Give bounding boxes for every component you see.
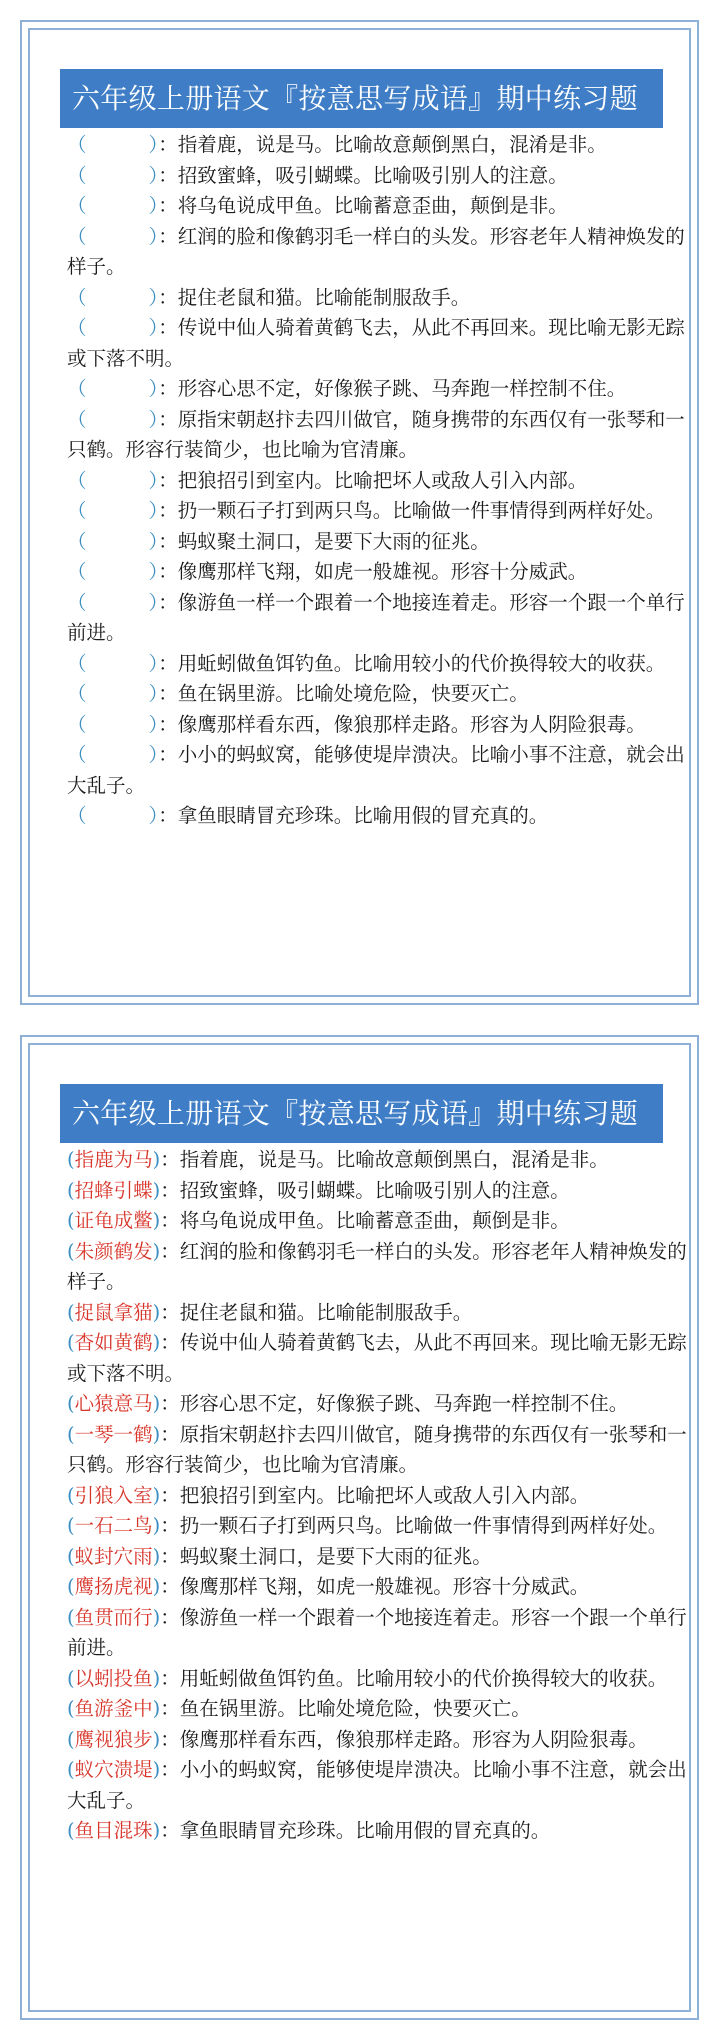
idiom-answer: 心猿意马 [74, 1392, 153, 1415]
blank-bracket: （ ） [67, 407, 159, 431]
blank-bracket: （ ） [67, 499, 159, 522]
definition-text: ：红润的脸和像鹤羽毛一样白的头发。形容老年人精神焕发的样子。 [67, 224, 685, 278]
blank-bracket: （ ） [67, 285, 159, 309]
answer-item [67, 1176, 687, 1207]
blank-bracket: （ ） [67, 224, 159, 248]
open-bracket: ( [67, 1727, 75, 1751]
open-bracket: ( [67, 1758, 75, 1781]
close-bracket: ) [152, 1819, 161, 1842]
answer-item [67, 1328, 687, 1389]
answer-item [67, 1481, 687, 1512]
answer-item [67, 1389, 687, 1420]
idiom-answer: 蚁穴溃堤 [74, 1758, 153, 1781]
open-bracket: ( [67, 1575, 75, 1598]
idiom-answer: 鱼目混珠 [74, 1819, 153, 1842]
close-bracket: ) [152, 1727, 161, 1751]
answer-item [67, 1542, 687, 1573]
idiom-answer: 鱼游釜中 [74, 1697, 153, 1720]
definition-text: ：像游鱼一样一个跟着一个地接连着走。形容一个跟一个单行前进。 [67, 1605, 687, 1659]
definition-text: ：扔一颗石子打到两只鸟。比喻做一件事情得到两样好处。 [158, 499, 666, 522]
close-bracket: ) [152, 1544, 161, 1568]
definition-text: ：招致蜜蜂，吸引蝴蝶。比喻吸引别人的注意。 [158, 163, 568, 187]
exercise-item [67, 679, 687, 710]
idiom-answer: 招蜂引蝶 [74, 1178, 153, 1202]
definition-text: ：红润的脸和像鹤羽毛一样白的头发。形容老年人精神焕发的样子。 [67, 1239, 687, 1293]
idiom-answer: 一石二鸟 [74, 1514, 153, 1537]
exercise-card [20, 20, 699, 1005]
answer-list [67, 1145, 687, 1847]
definition-text: ：像鹰那样飞翔，如虎一般雄视。形容十分威武。 [160, 1575, 590, 1598]
answer-item [67, 1206, 687, 1237]
open-bracket: ( [67, 1697, 75, 1720]
answer-page-title: 六年级上册语文『按意思写成语』期中练习题 [60, 1084, 663, 1143]
answer-item [67, 1420, 687, 1481]
close-bracket: ) [152, 1575, 161, 1598]
definition-text: ：把狼招引到室内。比喻把坏人或敌人引入内部。 [160, 1483, 590, 1507]
close-bracket: ) [152, 1239, 161, 1263]
definition-text: ：鱼在锅里游。比喻处境危险，快要灭亡。 [158, 682, 529, 705]
definition-text: ：用蚯蚓做鱼饵钓鱼。比喻用较小的代价换得较大的收获。 [160, 1666, 668, 1690]
idiom-answer: 指鹿为马 [74, 1148, 153, 1171]
blank-bracket: （ ） [67, 377, 159, 400]
answer-item [67, 1298, 687, 1329]
close-bracket: ) [152, 1422, 161, 1446]
blank-bracket: （ ） [67, 590, 159, 614]
idiom-answer: 以蚓投鱼 [74, 1666, 153, 1690]
open-bracket: ( [67, 1239, 75, 1263]
close-bracket: ) [152, 1209, 161, 1232]
definition-text: ：捉住老鼠和猫。比喻能制服敌手。 [160, 1300, 473, 1324]
answer-item [67, 1725, 687, 1756]
open-bracket: ( [67, 1209, 75, 1232]
open-bracket: ( [67, 1392, 75, 1415]
definition-text: ：捉住老鼠和猫。比喻能制服敌手。 [158, 285, 471, 309]
close-bracket: ) [152, 1483, 161, 1507]
close-bracket: ) [152, 1178, 161, 1202]
open-bracket: ( [67, 1666, 75, 1690]
definition-text: ：形容心思不定，好像猴子跳、马奔跑一样控制不住。 [160, 1392, 629, 1415]
blank-bracket: （ ） [67, 133, 159, 156]
idiom-answer: 引狼入室 [74, 1483, 153, 1507]
definition-text: ：蚂蚁聚土洞口，是要下大雨的征兆。 [160, 1544, 492, 1568]
exercise-item [67, 740, 687, 801]
close-bracket: ) [152, 1758, 161, 1781]
definition-text: ：像游鱼一样一个跟着一个地接连着走。形容一个跟一个单行前进。 [67, 590, 685, 644]
blank-bracket: （ ） [67, 651, 159, 675]
page-title: 六年级上册语文『按意思写成语』期中练习题 [60, 69, 663, 128]
answer-item [67, 1664, 687, 1695]
blank-bracket: （ ） [67, 529, 159, 553]
answer-card [20, 1035, 699, 2020]
exercise-item [67, 496, 687, 527]
definition-text: ：形容心思不定，好像猴子跳、马奔跑一样控制不住。 [158, 377, 627, 400]
definition-text: ：将乌龟说成甲鱼。比喻蓄意歪曲，颠倒是非。 [158, 194, 568, 217]
exercise-item [67, 710, 687, 741]
blank-bracket: （ ） [67, 804, 159, 827]
open-bracket: ( [67, 1178, 75, 1202]
exercise-item [67, 801, 687, 832]
definition-text: ：指着鹿，说是马。比喻故意颠倒黑白，混淆是非。 [158, 133, 607, 156]
close-bracket: ) [152, 1514, 161, 1537]
exercise-item [67, 161, 687, 192]
definition-text: ：像鹰那样飞翔，如虎一般雄视。形容十分威武。 [158, 560, 588, 583]
close-bracket: ) [152, 1697, 161, 1720]
definition-text: ：将乌龟说成甲鱼。比喻蓄意歪曲，颠倒是非。 [160, 1209, 570, 1232]
exercise-item [67, 191, 687, 222]
blank-bracket: （ ） [67, 316, 159, 339]
open-bracket: ( [67, 1483, 75, 1507]
answer-item [67, 1145, 687, 1176]
open-bracket: ( [67, 1331, 75, 1354]
open-bracket: ( [67, 1605, 75, 1629]
idiom-answer: 鹰视狼步 [74, 1727, 153, 1751]
definition-text: ：原指宋朝赵抃去四川做官，随身携带的东西仅有一张琴和一只鹤。形容行装简少，也比喻为官清廉。 [67, 407, 685, 461]
definition-text: ：鱼在锅里游。比喻处境危险，快要灭亡。 [160, 1697, 531, 1720]
open-bracket: ( [67, 1422, 75, 1446]
open-bracket: ( [67, 1819, 75, 1842]
exercise-item [67, 283, 687, 314]
answer-item [67, 1572, 687, 1603]
answer-item [67, 1755, 687, 1816]
exercise-item [67, 466, 687, 497]
definition-text: ：招致蜜蜂，吸引蝴蝶。比喻吸引别人的注意。 [160, 1178, 570, 1202]
idiom-answer: 鹰扬虎视 [74, 1575, 153, 1598]
open-bracket: ( [67, 1514, 75, 1537]
definition-text: ：像鹰那样看东西，像狼那样走路。形容为人阴险狠毒。 [160, 1727, 648, 1751]
close-bracket: ) [152, 1605, 161, 1629]
idiom-answer: 杳如黄鹤 [74, 1331, 153, 1354]
blank-bracket: （ ） [67, 194, 159, 217]
definition-text: ：拿鱼眼睛冒充珍珠。比喻用假的冒充真的。 [160, 1819, 551, 1842]
definition-text: ：把狼招引到室内。比喻把坏人或敌人引入内部。 [158, 468, 588, 492]
blank-bracket: （ ） [67, 468, 159, 492]
blank-bracket: （ ） [67, 163, 159, 187]
definition-text: ：用蚯蚓做鱼饵钓鱼。比喻用较小的代价换得较大的收获。 [158, 651, 666, 675]
idiom-answer: 证龟成鳖 [74, 1209, 153, 1232]
close-bracket: ) [152, 1392, 161, 1415]
definition-text: ：原指宋朝赵抃去四川做官，随身携带的东西仅有一张琴和一只鹤。形容行装简少，也比喻为官清廉。 [67, 1422, 687, 1476]
answer-item [67, 1237, 687, 1298]
definition-text: ：蚂蚁聚土洞口，是要下大雨的征兆。 [158, 529, 490, 553]
close-bracket: ) [152, 1300, 161, 1324]
answer-item [67, 1603, 687, 1664]
idiom-answer: 鱼贯而行 [74, 1605, 153, 1629]
blank-bracket: （ ） [67, 712, 159, 736]
blank-bracket: （ ） [67, 682, 159, 705]
definition-text: ：传说中仙人骑着黄鹤飞去，从此不再回来。现比喻无影无踪或下落不明。 [67, 1331, 687, 1385]
exercise-item [67, 588, 687, 649]
exercise-item [67, 313, 687, 374]
definition-text: ：拿鱼眼睛冒充珍珠。比喻用假的冒充真的。 [158, 804, 549, 827]
definition-text: ：小小的蚂蚁窝，能够使堤岸溃决。比喻小事不注意，就会出大乱子。 [67, 1758, 687, 1812]
definition-text: ：小小的蚂蚁窝，能够使堤岸溃决。比喻小事不注意，就会出大乱子。 [67, 743, 685, 797]
answer-item [67, 1511, 687, 1542]
open-bracket: ( [67, 1544, 75, 1568]
definition-text: ：指着鹿，说是马。比喻故意颠倒黑白，混淆是非。 [160, 1148, 609, 1171]
exercise-item [67, 527, 687, 558]
definition-text: ：传说中仙人骑着黄鹤飞去，从此不再回来。现比喻无影无踪或下落不明。 [67, 316, 685, 370]
close-bracket: ) [152, 1666, 161, 1690]
open-bracket: ( [67, 1148, 75, 1171]
idiom-answer: 朱颜鹤发 [74, 1239, 153, 1263]
blank-bracket: （ ） [67, 560, 159, 583]
definition-text: ：扔一颗石子打到两只鸟。比喻做一件事情得到两样好处。 [160, 1514, 668, 1537]
answer-item [67, 1694, 687, 1725]
exercise-item [67, 222, 687, 283]
exercise-item [67, 130, 687, 161]
exercise-item [67, 405, 687, 466]
answer-item [67, 1816, 687, 1847]
definition-text: ：像鹰那样看东西，像狼那样走路。形容为人阴险狠毒。 [158, 712, 646, 736]
exercise-list [67, 130, 687, 832]
idiom-answer: 捉鼠拿猫 [74, 1300, 153, 1324]
close-bracket: ) [152, 1331, 161, 1354]
open-bracket: ( [67, 1300, 75, 1324]
exercise-item [67, 649, 687, 680]
exercise-item [67, 557, 687, 588]
close-bracket: ) [152, 1148, 161, 1171]
idiom-answer: 一琴一鹤 [74, 1422, 153, 1446]
idiom-answer: 蚁封穴雨 [74, 1544, 153, 1568]
blank-bracket: （ ） [67, 743, 159, 766]
exercise-item [67, 374, 687, 405]
